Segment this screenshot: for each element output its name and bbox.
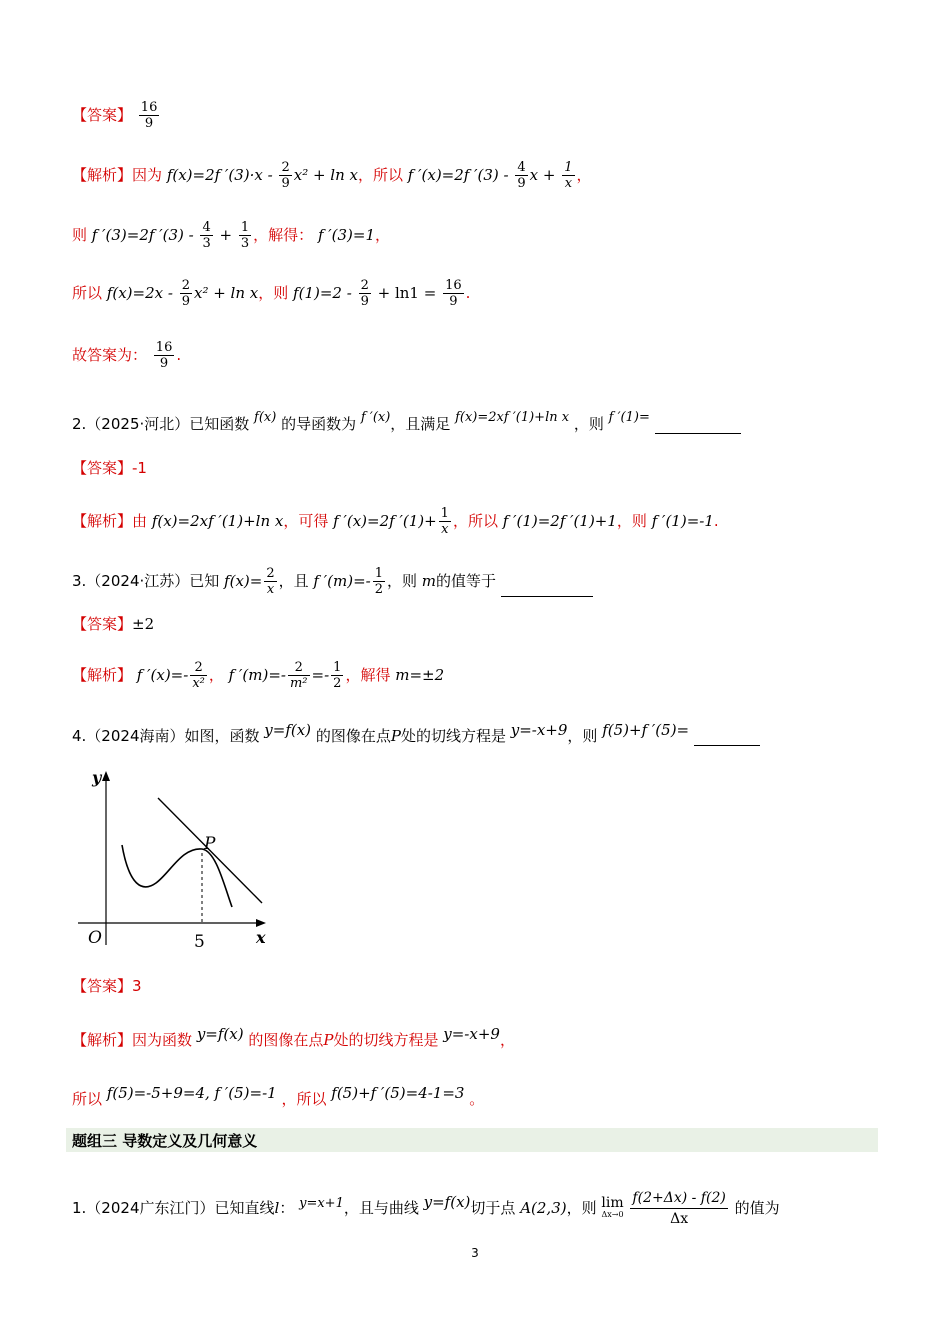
point-p-label: P (204, 834, 216, 854)
question-3: 3.（2024·江苏）已知 f(x)= $\frac{2}{x}$ ，且 f ′(m)=- $\frac{1}{2}$ ，则 m的值等于 (72, 566, 593, 597)
x-label: x (256, 928, 266, 947)
answer-line-1 (72, 100, 161, 131)
question-4: 4.（2024海南）如图，函数 y=f(x) 的图像在点P处的切线方程是 y=-x+9，则 f(5)+f ′(5)= (72, 720, 760, 746)
analysis-q2: 【解析】由 f(x)=2xf ′(1)+ln x，可得 f ′(x)=2f ′(1)+ $\frac{1}{x}$ ，所以 f ′(1)=2f ′(1)+1，则 f ′(1)=-1. (72, 506, 719, 537)
function-curve (122, 845, 232, 907)
y-axis-arrow (102, 771, 110, 781)
tick-label-5: 5 (194, 932, 205, 952)
answer-line-4: 【答案】3 (72, 977, 142, 995)
analysis-q3: 【解析】 f ′(x)=- $\frac{2}{\text{x²}}$ ， f ′(m)=- $\frac{2}{\text{m²}}$ =- $\frac{1}{2}$ ，解得 m=±2 (72, 660, 445, 691)
question-2: 2.（2025·河北）已知函数 f(x) 的导函数为 f ′(x)，且满足 f(x)=2xf ′(1)+ln x ，则 f ′(1)= (72, 408, 741, 434)
analysis-line-3: 所以 f(x)=2x - $\frac{2}{9}$ x² + ln x，则 f(1)=2 - $\frac{2}{9}$ + ln1 = $\frac{16}{9}$ . (72, 278, 471, 309)
y-label: y (92, 768, 102, 787)
final-answer-line: 故答案为： $\frac{16}{9}$ . (72, 340, 182, 371)
analysis-line-2: 则 f ′(3)=2f ′(3) - $\frac{4}{3}$ + $\frac{1}{3}$ ，解得： f ′(3)=1， (72, 220, 391, 251)
origin-label: O (88, 928, 102, 948)
section-title: 题组三 导数定义及几何意义 (72, 1132, 258, 1150)
question-5: 1.（2024广东江门）已知直线l： y=x+1，且与曲线 y=f(x)切于点 A(2,3)，则 lim Δx→0 $\frac{f(2+\Delta x) - f(2)}{\Delta x}$ 的值为 (72, 1190, 780, 1227)
answer-blank (694, 727, 760, 746)
answer-blank (501, 578, 593, 597)
answer-fraction: $\frac{16}{9}$ (140, 100, 158, 131)
analysis-q4-line-1: 【解析】因为函数 y=f(x) 的图像在点P处的切线方程是 y=-x+9， (72, 1025, 515, 1049)
analysis-line-1: 【解析】因为 f(x)=2f ′(3)·x - $\frac{2}{9}$ x² + ln x，所以 f ′(x)=2f ′(3) - $\frac{4}{9}$ x + $\frac{1}{x}$ ， (72, 160, 592, 191)
page-number: 3 (471, 1246, 479, 1260)
answer-line-2: 【答案】-1 (72, 459, 147, 477)
answer-line-3: 【答案】±2 (72, 615, 155, 633)
answer-blank (655, 415, 741, 434)
x-axis-arrow (256, 919, 266, 927)
analysis-q4-line-2: 所以 f(5)=-5+9=4, f ′(5)=-1 ，所以 f(5)+f ′(5)=4-1=3 。 (72, 1084, 485, 1108)
function-graph (74, 765, 274, 955)
answer-tag: 【答案】 (72, 106, 133, 124)
section-header (66, 1128, 878, 1152)
